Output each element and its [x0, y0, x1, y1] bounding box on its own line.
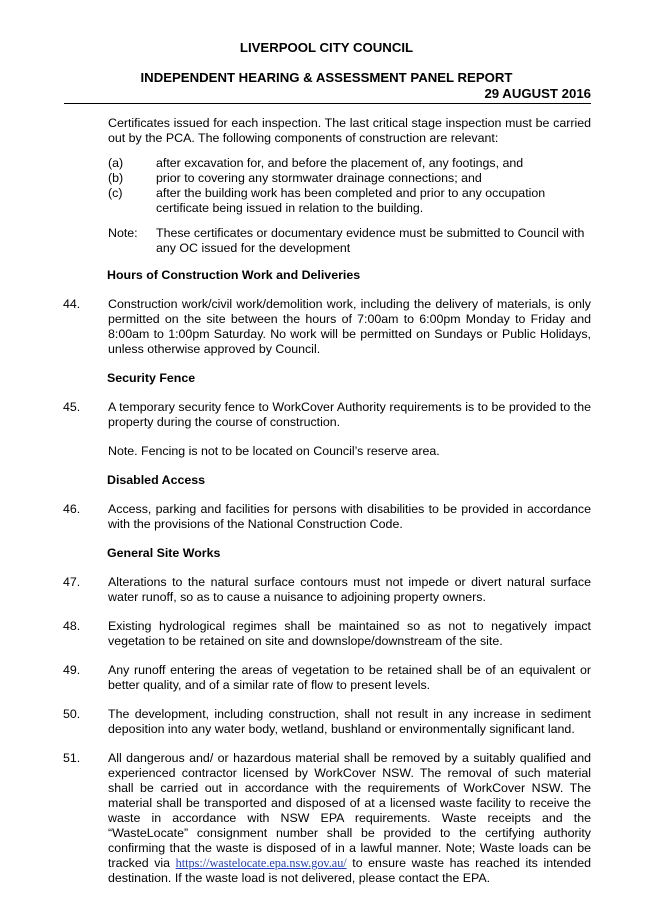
condition-text: Access, parking and facilities for persons with disabilities to be provided in accordance with the provisions of the National Construction Code. [108, 502, 591, 531]
wastelocate-link[interactable]: https://wastelocate.epa.nsw.gov.au/ [175, 856, 347, 870]
note-label: Note: [108, 226, 138, 240]
condition-46 [63, 502, 591, 532]
condition-49 [63, 663, 591, 693]
condition-number: 49. [63, 663, 81, 677]
condition-text: Any runoff entering the areas of vegetation to be retained shall be of an equivalent or better quality, and of a similar rate of flow to present levels. [108, 663, 591, 692]
list-item [63, 171, 591, 186]
condition-44 [63, 297, 591, 357]
list-item-label: (a) [108, 156, 124, 170]
report-title: INDEPENDENT HEARING & ASSESSMENT PANEL REPORT [140, 70, 513, 85]
condition-48 [63, 619, 591, 649]
condition-number: 51. [63, 751, 81, 765]
condition-51 [63, 751, 591, 886]
intro-note [63, 226, 591, 256]
list-item-text: after excavation for, and before the placement of, any footings, and [156, 156, 524, 170]
condition-number: 46. [63, 502, 81, 516]
condition-number: 45. [63, 400, 81, 414]
condition-number: 48. [63, 619, 81, 633]
condition-text-end: to ensure waste has reached its intended destination. If the waste load is not delivered, please contact the EPA. [108, 856, 592, 885]
council-name: LIVERPOOL CITY COUNCIL [239, 40, 414, 55]
list-item [63, 186, 591, 216]
condition-text: A temporary security fence to WorkCover Authority requirements is to be provided to the property during the course of construction. [108, 400, 591, 429]
condition-47 [63, 575, 591, 605]
report-date: 29 AUGUST 2016 [484, 86, 591, 101]
list-item-text: prior to covering any stormwater drainage connections; and [156, 171, 482, 185]
note-text: These certificates or documentary evidence must be submitted to Council with any OC issued for the development [156, 226, 585, 255]
list-item-text: after the building work has been completed and prior to any occupation certificate being issued in relation to the building. [156, 186, 546, 215]
condition-45 [63, 400, 591, 430]
list-item-label: (c) [108, 186, 123, 200]
condition-50 [63, 707, 591, 737]
condition-text: Existing hydrological regimes shall be maintained so as not to negatively impact vegetation to be retained on site and downslope/downstream of the site. [108, 619, 591, 648]
intro-paragraph: Certificates issued for each inspection. The last critical stage inspection must be carried out by the PCA. The following components of construction are relevant: [108, 116, 591, 145]
condition-text: The development, including construction, shall not result in any increase in sediment deposition into any water body, wetland, bushland or environmentally significant land. [108, 707, 591, 736]
condition-text: Alterations to the natural surface contours must not impede or divert natural surface water runoff, so as to cause a nuisance to adjoining property owners. [108, 575, 591, 604]
fence-note: Note. Fencing is not to be located on Council’s reserve area. [108, 444, 440, 458]
condition-text [108, 751, 591, 886]
document-body [63, 116, 591, 886]
condition-number: 50. [63, 707, 81, 721]
header-rule [64, 103, 591, 104]
list-item [63, 156, 591, 171]
condition-text: Construction work/civil work/demolition work, including the delivery of materials, is only permitted on the site between the hours of 7:00am to 6:00pm Monday to Friday and 8:00am to 1:00pm Saturday. No work will be permitted on Sundays or Public Holidays, unless otherwise approved by Council. [108, 297, 591, 356]
section-heading-access: Disabled Access [107, 473, 206, 487]
section-heading-fence: Security Fence [107, 371, 196, 385]
section-heading-site: General Site Works [107, 546, 221, 560]
list-item-label: (b) [108, 171, 124, 185]
condition-number: 47. [63, 575, 81, 589]
section-heading-hours: Hours of Construction Work and Deliveries [107, 268, 361, 282]
condition-text-start: All dangerous and/ or hazardous material shall be removed by a suitably qualified and experienced contractor licensed by WorkCover NSW. The removal of such material shall be carried out in accordance with the requirements of WorkCover NSW. The material shall be transported and disposed of at a licensed waste facility to receive the waste in accordance with NSW EPA requirements. Waste receipts and the “WasteLocate” consignment number shall be provided to the certifying authority confirming that the waste is disposed of in a lawful manner. Note; Waste loads can be tracked via [108, 751, 591, 870]
condition-number: 44. [63, 297, 81, 311]
